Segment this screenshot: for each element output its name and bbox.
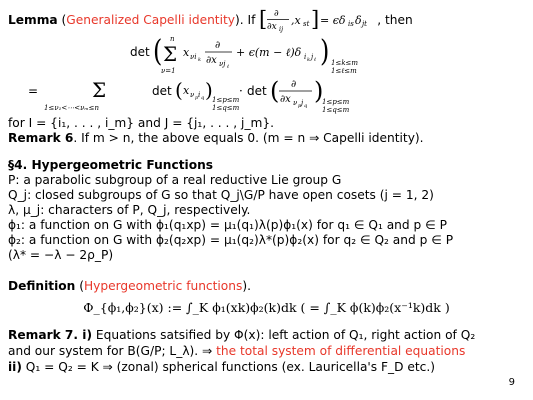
remark7-text3: Q₁ = Q₂ = K ⇒ (zonal) spherical functions (ex. Lauricella's F_D etc.) [21, 360, 435, 374]
svg-text:i: i [198, 91, 201, 99]
svg-text:,x: ,x [291, 14, 301, 27]
remark7-text2: and our system for B(G/P; L_λ). ⇒ [8, 344, 217, 358]
hypergeometric-formula: Φ_{ϕ₁,ϕ₂}(x) := ∫_K ϕ₁(xk)ϕ₂(k)dk ( = ∫_K ϕ(k)ϕ₂(x⁻¹k)dk ) [83, 300, 450, 315]
svg-text:j: j [301, 99, 304, 107]
definition-item: P: a parabolic subgroup of a real reductive Lie group G [8, 173, 342, 187]
svg-text:ν=1: ν=1 [161, 67, 176, 75]
svg-text:ℓ: ℓ [314, 57, 317, 63]
svg-text:1≤ν₁<⋯<νₘ≤n: 1≤ν₁<⋯<νₘ≤n [44, 104, 100, 112]
svg-text:ν: ν [293, 99, 298, 107]
svg-text:j: j [311, 53, 314, 61]
remark7-label: Remark 7. i) [8, 328, 93, 342]
lemma-name: Generalized Capelli identity [66, 13, 235, 27]
svg-text:): ) [314, 77, 324, 105]
svg-text:1≤ℓ≤m: 1≤ℓ≤m [331, 67, 357, 75]
svg-text:(: ( [153, 34, 163, 69]
svg-text:Σ: Σ [92, 78, 107, 102]
svg-text:q: q [201, 95, 205, 101]
definition-item: (λ* = −λ − 2ρ_P) [8, 248, 114, 262]
svg-text:= ϵδ: = ϵδ [320, 14, 346, 27]
svg-text:=: = [28, 84, 39, 98]
remark6-line [8, 131, 525, 145]
svg-text:): ) [320, 34, 330, 69]
svg-text:p: p [195, 95, 199, 101]
remark6-text: . If m > n, the above equals 0. (m = n ⇒ Capelli identity). [73, 131, 424, 145]
svg-text:1≤q≤m: 1≤q≤m [212, 104, 240, 112]
definition-item: ϕ₁: a function on G with ϕ₁(q₁xp) = μ₁(q₁)λ(p)ϕ₁(x) for q₁ ∈ Q₁ and p ∈ P [8, 218, 447, 232]
definition-line [8, 279, 525, 293]
lemma-open-paren: ( [57, 13, 67, 27]
svg-text:(: ( [175, 78, 183, 102]
page-number: 9 [508, 376, 515, 388]
svg-text:jt: jt [362, 20, 368, 28]
svg-text:q: q [304, 103, 308, 109]
svg-text:n: n [170, 35, 175, 43]
svg-text:ν: ν [190, 91, 195, 99]
svg-text:1≤p≤m: 1≤p≤m [212, 96, 240, 104]
definition-item: Q_j: closed subgroups of G so that Q_j\G/P have open cosets (j = 1, 2) [8, 188, 434, 202]
svg-text:∂: ∂ [274, 9, 279, 19]
svg-text:x: x [183, 46, 190, 59]
svg-text:i: i [304, 53, 307, 61]
svg-text:νj: νj [219, 60, 226, 68]
lemma-line [8, 7, 525, 33]
capelli-rhs-formula [28, 77, 488, 115]
svg-text:ℓ: ℓ [227, 64, 230, 70]
svg-text:∂: ∂ [215, 40, 221, 51]
svg-text:det: det [247, 84, 267, 98]
remark7-highlight: the total system of differential equations [216, 344, 466, 358]
svg-text:·: · [239, 84, 243, 98]
svg-text:is: is [348, 20, 355, 28]
svg-text:k: k [198, 57, 202, 63]
remark7-ii-label: ii) [8, 360, 22, 374]
svg-text:+ ϵ(m − ℓ)δ: + ϵ(m − ℓ)δ [236, 46, 302, 59]
definition-item: ϕ₂: a function on G with ϕ₂(q₂xp) = μ₁(q₂)λ*(p)ϕ₂(x) for q₂ ∈ Q₂ and p ∈ P [8, 233, 454, 247]
lemma-hypothesis-formula [259, 7, 377, 33]
lemma-then: , then [377, 13, 413, 27]
index-sets-line: for I = {i₁, . . . , i_m} and J = {j₁, . . . , j_m}. [8, 116, 275, 130]
svg-text:Σ: Σ [163, 42, 178, 66]
remark7-text1: Equations satsified by Φ(x): left action of Q₁, right action of Q₂ [92, 328, 476, 342]
remark6-label: Remark 6 [8, 131, 74, 145]
svg-text:νi: νi [190, 53, 197, 61]
svg-text:∂x: ∂x [206, 55, 217, 66]
remark7-line3 [8, 360, 525, 374]
svg-text:k: k [307, 57, 311, 63]
svg-text:∂x: ∂x [280, 94, 291, 105]
section-title: §4. Hypergeometric Functions [8, 158, 214, 172]
svg-text:1≤p≤m: 1≤p≤m [322, 98, 350, 106]
capelli-lhs-formula [130, 31, 430, 77]
svg-text:]: ] [311, 7, 320, 31]
svg-text:p: p [298, 103, 302, 109]
svg-text:[: [ [259, 7, 268, 31]
svg-text:ij: ij [279, 25, 284, 33]
svg-text:det: det [130, 45, 150, 59]
svg-text:∂: ∂ [291, 79, 297, 90]
definition-close: ). [242, 279, 251, 293]
svg-text:st: st [303, 20, 310, 28]
lemma-close: ). If [234, 13, 260, 27]
definition-open-paren: ( [75, 279, 84, 293]
svg-text:): ) [205, 78, 213, 102]
svg-text:1≤q≤m: 1≤q≤m [322, 106, 350, 114]
definition-name: Hypergeometric functions [83, 279, 243, 293]
svg-text:∂x: ∂x [267, 22, 277, 32]
svg-text:1≤k≤m: 1≤k≤m [331, 59, 359, 67]
remark7-line1 [8, 328, 525, 342]
svg-text:δ: δ [355, 14, 362, 27]
definition-label: Definition [8, 279, 76, 293]
svg-text:(: ( [270, 77, 280, 105]
remark7-line2 [8, 344, 525, 358]
svg-text:det: det [152, 84, 172, 98]
svg-text:x: x [183, 84, 190, 97]
definition-item: λ, μ_j: characters of P, Q_j, respectively. [8, 203, 251, 217]
lemma-label: Lemma [8, 13, 58, 27]
